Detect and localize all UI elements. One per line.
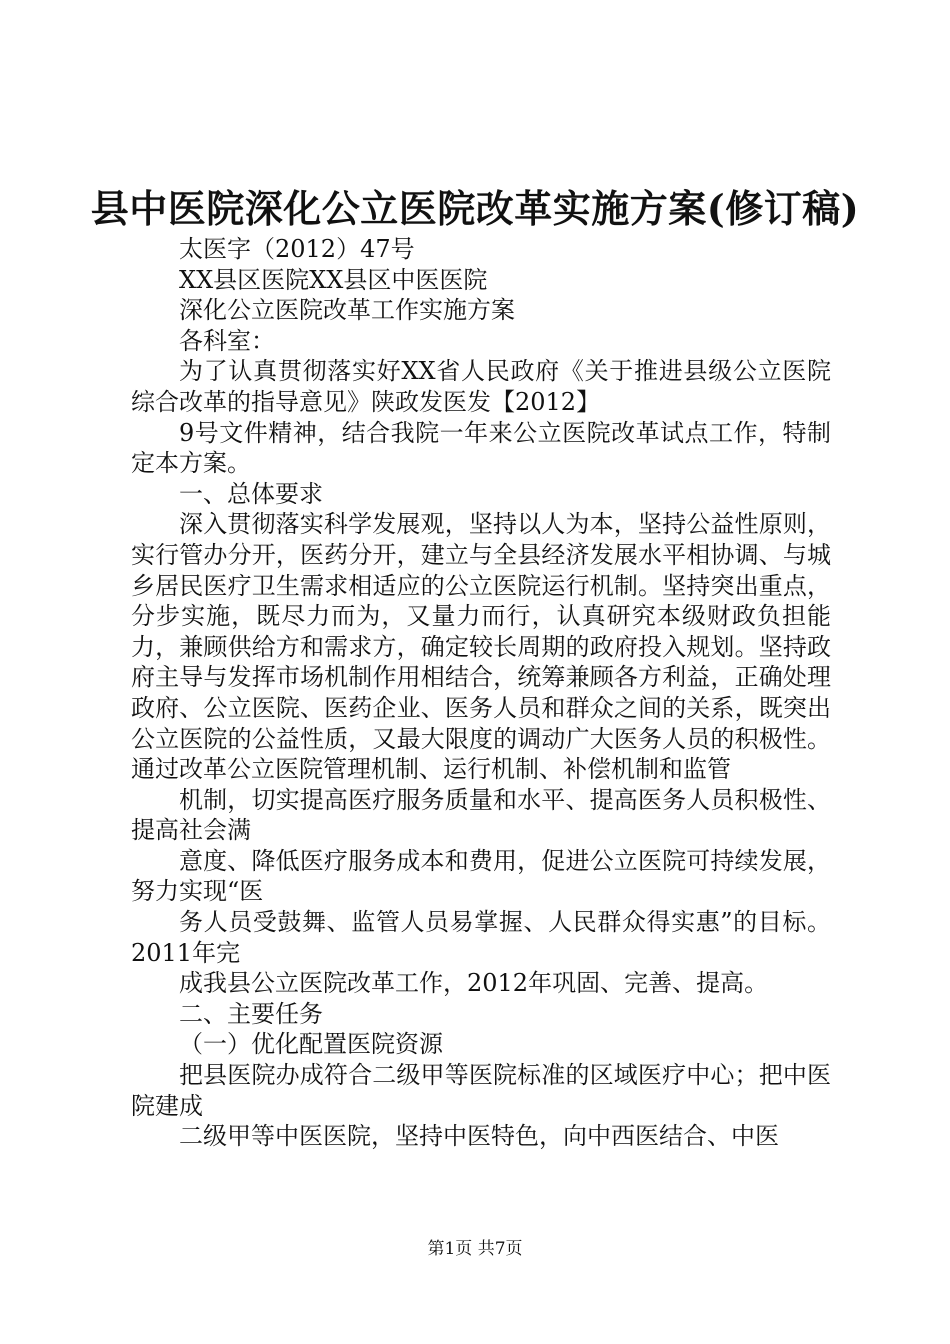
body-paragraph: 二级甲等中医医院，坚持中医特色，向中西医结合、中医 bbox=[179, 1122, 779, 1151]
section-heading: 一、总体要求 bbox=[179, 479, 323, 508]
section-heading: 二、主要任务 bbox=[179, 999, 323, 1028]
doc-number: 太医字（2012）47号 bbox=[179, 235, 415, 263]
body-paragraph: 深入贯彻落实科学发展观，坚持以人为本，坚持公益性原则，实行管办分开，医药分开，建立与全县经济发展水平相协调、与城乡居民医疗卫生需求相适应的公立医院运行机制。坚持突出重点，分步实施，既尽力而为，又量力而行，认真研究本级财政负担能力，兼顾供给方和需求方，确定较长周期的政府投入规划。坚持政府主导与发挥市场机制作用相结合，统筹兼顾各方利益，正确处理政府、公立医院、医药企业、医务人员和群众之间的关系，既突出公立医院的公益性质，又最大限度的调动广大医务人员的积极性。通过改革公立医院管理机制、运行机制、补偿机制和监管 bbox=[131, 510, 831, 784]
body-paragraph: 成我县公立医院改革工作，2012年巩固、完善、提高。 bbox=[179, 969, 769, 998]
document-body bbox=[131, 234, 831, 1152]
page-number-footer: 第1页 共7页 bbox=[427, 1239, 523, 1259]
salutation: 各科室： bbox=[179, 326, 275, 355]
body-paragraph: 为了认真贯彻落实好XX省人民政府《关于推进县级公立医院综合改革的指导意见》陕政发医发【2012】 bbox=[131, 357, 831, 416]
subsection-heading: （一）优化配置医院资源 bbox=[179, 1030, 443, 1059]
body-paragraph: 机制，切实提高医疗服务质量和水平、提高医务人员积极性、提高社会满 bbox=[131, 785, 831, 845]
body-paragraph: 把县医院办成符合二级甲等医院标准的区域医疗中心；把中医院建成 bbox=[131, 1061, 831, 1120]
document-subtitle: 深化公立医院改革工作实施方案 bbox=[179, 296, 515, 325]
document-title: 县中医院深化公立医院改革实施方案(修订稿) bbox=[90, 186, 860, 231]
body-paragraph: 务人员受鼓舞、监管人员易掌握、人民群众得实惠”的目标。2011年完 bbox=[131, 908, 831, 967]
body-paragraph: 意度、降低医疗服务成本和费用，促进公立医院可持续发展，努力实现“医 bbox=[131, 846, 831, 906]
issuing-organizations: XX县区医院XX县区中医医院 bbox=[179, 265, 488, 294]
body-paragraph: 9号文件精神，结合我院一年来公立医院改革试点工作，特制定本方案。 bbox=[131, 418, 831, 478]
